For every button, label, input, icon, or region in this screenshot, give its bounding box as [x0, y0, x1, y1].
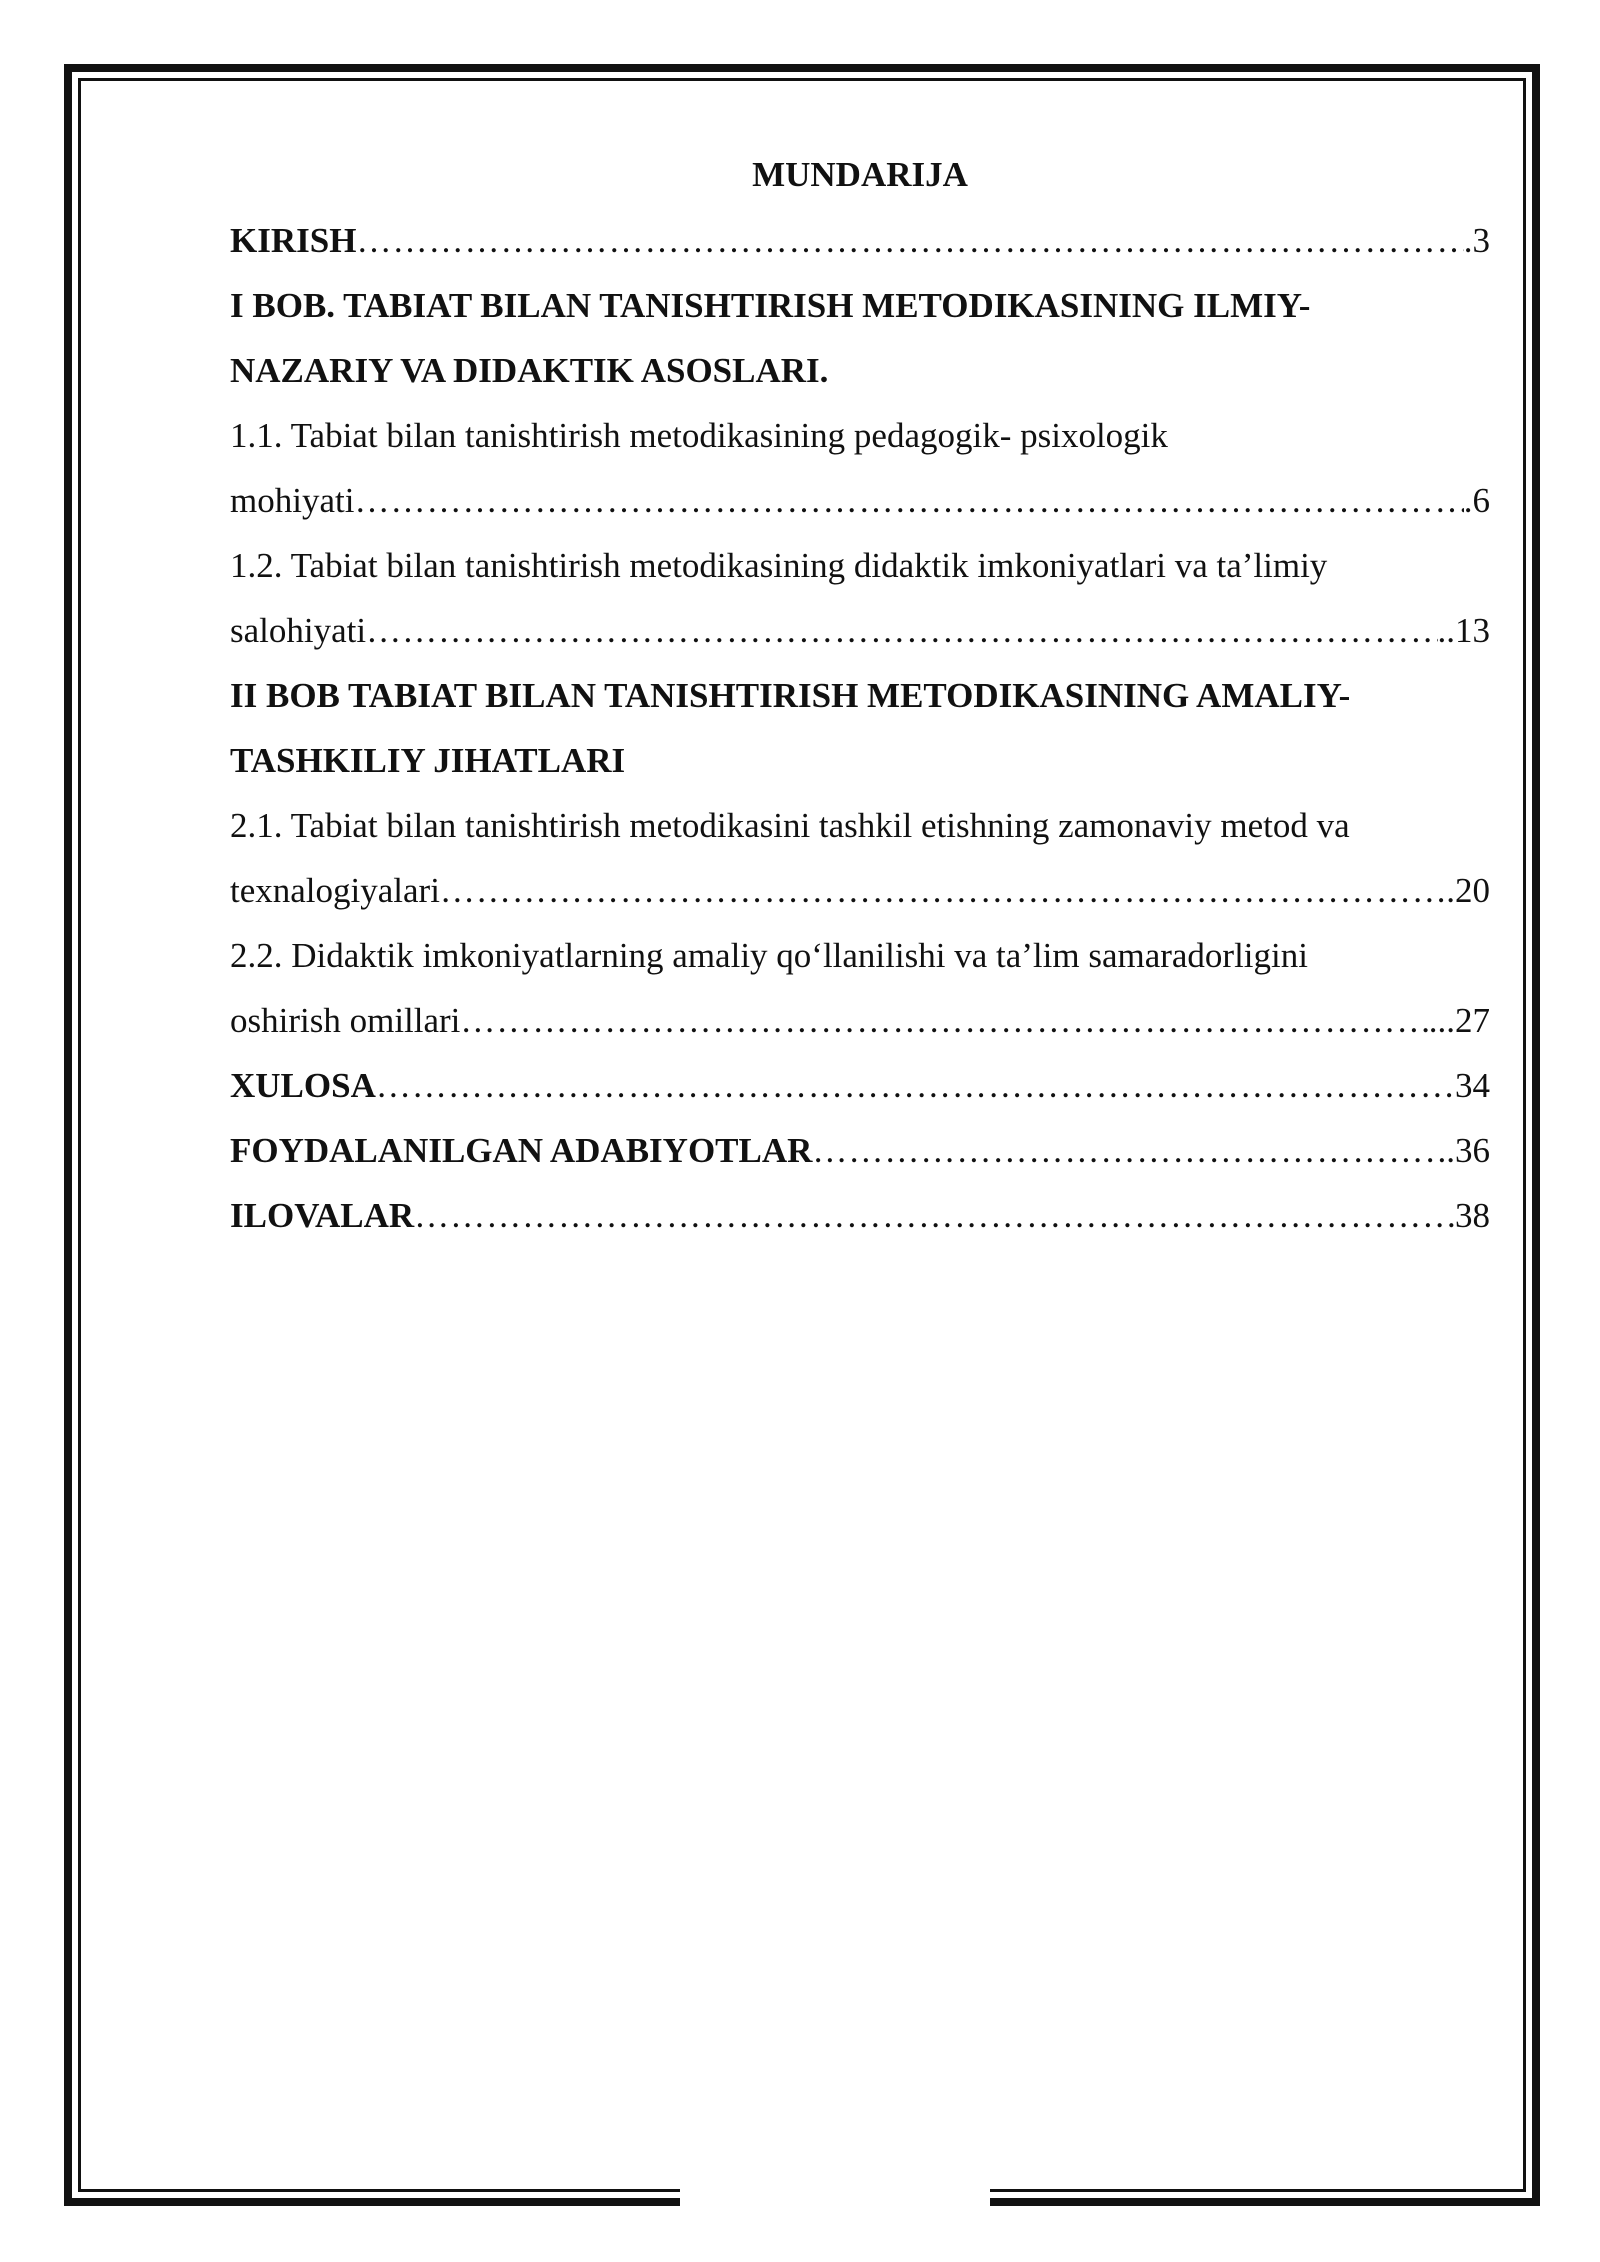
toc-entry-label: texnalogiyalari [230, 871, 440, 910]
toc-entry-xulosa [230, 1053, 1490, 1118]
toc-page-number: ..36 [1437, 1131, 1490, 1170]
dot-leader [376, 1053, 1455, 1118]
toc-page-number: 38 [1455, 1196, 1490, 1235]
toc-page-number: ...27 [1428, 1001, 1490, 1040]
toc-section-1-1-line-1: 1.1. Tabiat bilan tanishtirish metodikasining pedagogik- psixologik [230, 416, 1168, 455]
dot-leader [414, 1183, 1455, 1248]
toc-chapter-2-line-2: TASHKILIY JIHATLARI [230, 741, 626, 780]
dot-leader [366, 598, 1437, 663]
toc-entry-section-1-1 [230, 468, 1490, 533]
table-of-contents [230, 148, 1490, 1248]
toc-page-number: 34 [1455, 1066, 1490, 1105]
toc-page-number: .3 [1463, 221, 1490, 260]
toc-chapter-2-line-1: II BOB TABIAT BILAN TANISHTIRISH METODIKASINING AMALIY- [230, 676, 1351, 715]
toc-page-number: ..13 [1437, 611, 1490, 650]
toc-chapter-1-line-1: I BOB. TABIAT BILAN TANISHTIRISH METODIKASINING ILMIY- [230, 286, 1311, 325]
dot-leader [440, 858, 1446, 923]
toc-entry-label: ILOVALAR [230, 1196, 415, 1235]
toc-page-number: .20 [1446, 871, 1490, 910]
toc-title: MUNDARIJA [752, 155, 968, 194]
toc-entry-section-2-1 [230, 858, 1490, 923]
dot-leader [460, 988, 1428, 1053]
dot-leader [356, 208, 1463, 273]
toc-entry-label: mohiyati [230, 481, 355, 520]
toc-entry-section-1-2 [230, 598, 1490, 663]
toc-entry-label: salohiyati [230, 611, 367, 650]
toc-page-number: .6 [1463, 481, 1490, 520]
toc-entry-kirish [230, 208, 1490, 273]
toc-entry-section-2-2 [230, 988, 1490, 1053]
toc-section-2-2-line-1: 2.2. Didaktik imkoniyatlarning amaliy qo‘llanilishi va ta’lim samaradorligini [230, 936, 1308, 975]
toc-entry-label: XULOSA [230, 1066, 376, 1105]
dot-leader [354, 468, 1463, 533]
dot-leader [812, 1118, 1437, 1183]
toc-entry-label: FOYDALANILGAN ADABIYOTLAR [230, 1131, 813, 1170]
toc-entry-foydalanilgan-adabiyotlar [230, 1118, 1490, 1183]
toc-section-2-1-line-1: 2.1. Tabiat bilan tanishtirish metodikasini tashkil etishning zamonaviy metod va [230, 806, 1350, 845]
toc-entry-label: KIRISH [230, 221, 357, 260]
border-gap [680, 2180, 990, 2220]
toc-entry-label: oshirish omillari [230, 1001, 461, 1040]
toc-chapter-1-line-2: NAZARIY VA DIDAKTIK ASOSLARI. [230, 351, 829, 390]
toc-section-1-2-line-1: 1.2. Tabiat bilan tanishtirish metodikasining didaktik imkoniyatlari va ta’limiy [230, 546, 1328, 585]
toc-entry-ilovalar [230, 1183, 1490, 1248]
